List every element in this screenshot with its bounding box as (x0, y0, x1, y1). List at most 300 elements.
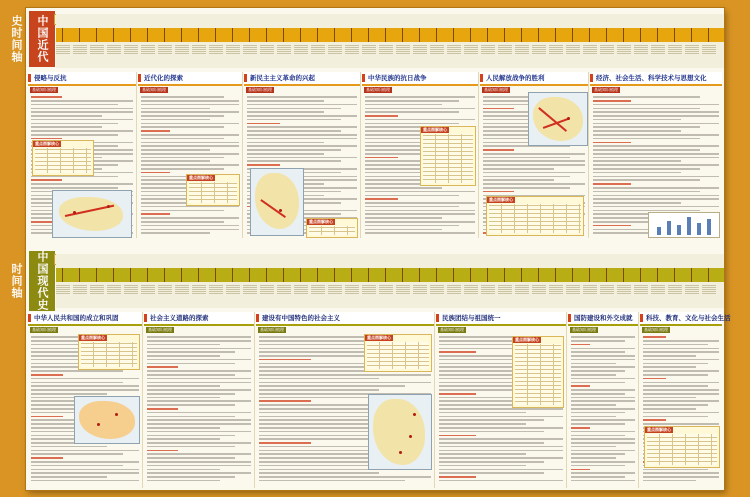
text-line (483, 172, 585, 174)
text-line (439, 351, 476, 353)
text-line (147, 404, 235, 406)
timeline-tick (402, 28, 403, 42)
text-line (643, 348, 719, 350)
text-line (439, 393, 476, 395)
text-line (31, 100, 133, 102)
text-line (147, 461, 251, 463)
text-line (571, 427, 590, 429)
text-line (259, 442, 311, 444)
timeline-tick (657, 28, 658, 42)
text-line (141, 210, 224, 212)
timeline-event (158, 44, 172, 66)
timeline-tick (266, 268, 267, 282)
text-line (439, 427, 563, 429)
text-line (247, 123, 280, 125)
text-line (439, 453, 526, 455)
timeline-tick (198, 28, 199, 42)
timeline-tick (623, 28, 624, 42)
text-line (141, 111, 239, 113)
column-3 (256, 312, 435, 488)
text-line (141, 225, 239, 227)
text-line (439, 435, 476, 437)
text-line (31, 416, 63, 418)
column-5 (480, 72, 589, 238)
timeline-event (124, 284, 138, 306)
text-line (593, 119, 681, 121)
text-line (593, 157, 719, 159)
text-line (593, 172, 681, 174)
timeline-tick (232, 28, 233, 42)
text-line (439, 476, 476, 478)
timeline-event (396, 284, 410, 306)
text-line (147, 366, 178, 368)
text-line (141, 229, 239, 231)
text-line (247, 157, 357, 159)
timeline-event (260, 284, 274, 306)
text-line (571, 442, 635, 444)
timeline-tick (385, 28, 386, 42)
timeline-event (345, 44, 359, 66)
text-line (365, 100, 459, 102)
text-line (439, 423, 526, 425)
timeline-event (379, 44, 393, 66)
timeline-event (175, 284, 189, 306)
timeline-tick (589, 268, 590, 282)
timeline-event (464, 44, 478, 66)
text-line (141, 213, 170, 215)
text-line (439, 461, 544, 463)
box-title: 重点图解核心 (189, 175, 213, 180)
text-line (31, 461, 139, 463)
timeline-tick (283, 28, 284, 42)
text-line (31, 96, 62, 98)
text-line (593, 138, 700, 140)
text-line (571, 344, 590, 346)
text-line (365, 217, 442, 219)
text-line (439, 469, 563, 471)
timeline-tick (623, 268, 624, 282)
text-line (365, 115, 398, 117)
text-line (141, 96, 224, 98)
text-line (141, 123, 239, 125)
map-figure (368, 394, 432, 470)
text-line (483, 168, 554, 170)
column-tag: 基础知识梳理 (644, 327, 668, 332)
box-title: 重点图解核心 (367, 335, 391, 340)
text-line (31, 123, 118, 125)
column-tag: 基础知识梳理 (440, 327, 464, 332)
text-line (147, 397, 220, 399)
text-line (593, 126, 700, 128)
column-title: 中华民族的抗日战争 (362, 72, 478, 86)
column-title: 经济、社会生活、科学技术与思想文化 (590, 72, 722, 86)
map-figure (74, 396, 140, 444)
text-line (141, 232, 210, 234)
box-title: 重点图解核心 (81, 335, 105, 340)
timeline-tick (300, 268, 301, 282)
text-line (571, 340, 625, 342)
text-line (643, 416, 708, 418)
timeline-tick (606, 28, 607, 42)
timeline-tick (198, 268, 199, 282)
timeline-tick (555, 268, 556, 282)
text-line (31, 450, 139, 452)
text-line (571, 480, 635, 482)
timeline-tick (419, 28, 420, 42)
box-table (647, 434, 717, 465)
text-line (147, 408, 178, 410)
text-line (571, 408, 635, 410)
text-line (31, 382, 123, 384)
text-line (571, 476, 625, 478)
text-line (593, 179, 700, 181)
column-3 (244, 72, 361, 238)
text-line (593, 145, 719, 147)
text-line (439, 472, 544, 474)
text-line (147, 465, 251, 467)
timeline-event (702, 44, 716, 66)
text-line (571, 393, 625, 395)
timeline-event (481, 284, 495, 306)
timeline-tick (317, 28, 318, 42)
text-line (483, 157, 570, 159)
text-line (147, 344, 220, 346)
timeline-tick (351, 268, 352, 282)
text-line (643, 351, 719, 353)
box-table (489, 204, 581, 233)
text-line (571, 419, 635, 421)
text-line (141, 142, 239, 144)
text-line (571, 423, 625, 425)
text-line (259, 359, 311, 361)
text-line (593, 198, 719, 200)
text-line (643, 340, 719, 342)
column-tag: 基础知识梳理 (260, 327, 284, 332)
text-line (259, 374, 431, 376)
box-table (515, 344, 561, 405)
box-title: 重点图解核心 (423, 127, 447, 132)
timeline-event (243, 44, 257, 66)
text-line (141, 115, 224, 117)
text-line (571, 450, 635, 452)
timeline-tick (79, 28, 80, 42)
text-line (247, 111, 324, 113)
box-title: 重点图解核心 (647, 427, 671, 432)
timeline-tick (266, 28, 267, 42)
timeline-tick (181, 28, 182, 42)
timeline-tick (555, 28, 556, 42)
text-line (643, 397, 696, 399)
text-line (643, 419, 666, 421)
timeline-event (430, 284, 444, 306)
contemporary-history-section (10, 248, 731, 490)
text-line (571, 382, 625, 384)
timeline-tick (538, 268, 539, 282)
text-line (571, 416, 616, 418)
text-line (643, 355, 696, 357)
timeline-tick (334, 28, 335, 42)
timeline-event (651, 284, 665, 306)
timeline-tick (470, 28, 471, 42)
timeline-event (90, 44, 104, 66)
timeline-event (566, 44, 580, 66)
key-points-box (364, 334, 432, 372)
key-points-box (644, 426, 720, 468)
text-line (247, 145, 357, 147)
timeline-event (498, 284, 512, 306)
text-line (141, 138, 224, 140)
text-line (259, 461, 379, 463)
text-line (247, 149, 341, 151)
text-line (365, 104, 442, 106)
column-6 (640, 312, 731, 488)
text-line (31, 393, 107, 395)
text-line (593, 168, 700, 170)
text-line (147, 427, 220, 429)
modern-history-section (10, 8, 724, 240)
text-line (147, 351, 235, 353)
timeline-tick (453, 268, 454, 282)
box-table (423, 134, 473, 183)
text-line (147, 419, 251, 421)
timeline-event (277, 44, 291, 66)
text-line (593, 111, 719, 113)
timeline-event (600, 44, 614, 66)
text-line (31, 187, 118, 189)
timeline-tick (164, 28, 165, 42)
text-line (31, 385, 139, 387)
timeline-tick (351, 28, 352, 42)
text-line (439, 416, 563, 418)
box-table (309, 226, 355, 235)
column-tag: 基础知识梳理 (32, 87, 56, 92)
timeline-event (192, 44, 206, 66)
timeline-event (362, 44, 376, 66)
text-line (571, 378, 635, 380)
text-line (439, 442, 544, 444)
text-line (571, 359, 635, 361)
timeline-event (277, 284, 291, 306)
text-line (141, 134, 239, 136)
text-line (643, 344, 708, 346)
text-line (147, 389, 251, 391)
text-line (593, 153, 719, 155)
text-line (31, 183, 133, 185)
box-title: 重点图解核心 (309, 219, 333, 224)
text-line (571, 438, 635, 440)
timeline-tick (487, 268, 488, 282)
text-line (147, 355, 220, 357)
timeline-tick (96, 268, 97, 282)
text-line (593, 187, 719, 189)
text-line (147, 431, 251, 433)
text-line (571, 351, 625, 353)
timeline-tick (113, 268, 114, 282)
text-line (571, 461, 635, 463)
text-line (483, 187, 570, 189)
timeline-event (532, 44, 546, 66)
text-line (571, 457, 616, 459)
box-title: 重点图解核心 (35, 141, 59, 146)
timeline-event (617, 284, 631, 306)
timeline-event (498, 44, 512, 66)
text-line (31, 378, 139, 380)
text-line (571, 348, 635, 350)
text-line (643, 382, 719, 384)
timeline-event (209, 284, 223, 306)
text-line (141, 172, 170, 174)
text-line (643, 366, 696, 368)
timeline-tick (504, 268, 505, 282)
timeline-tick (334, 268, 335, 282)
text-line (31, 446, 107, 448)
text-line (365, 202, 475, 204)
text-line (141, 130, 170, 132)
timeline-tick (589, 28, 590, 42)
text-line (31, 115, 102, 117)
timeline-event (481, 44, 495, 66)
timeline-event (600, 284, 614, 306)
text-line (593, 134, 719, 136)
text-line (643, 472, 719, 474)
text-line (593, 104, 719, 106)
timeline-tick (147, 28, 148, 42)
column-title: 民族团结与祖国统一 (436, 312, 566, 326)
timeline-event (447, 284, 461, 306)
text-line (593, 225, 631, 227)
timeline-event (515, 44, 529, 66)
text-line (147, 438, 220, 440)
text-line (571, 397, 635, 399)
text-line (141, 126, 224, 128)
timeline-tick (674, 268, 675, 282)
text-line (483, 191, 514, 193)
text-line (643, 404, 708, 406)
text-line (571, 465, 625, 467)
timeline-tick (606, 268, 607, 282)
timeline-tick (521, 28, 522, 42)
timeline-event (583, 44, 597, 66)
text-line (141, 153, 239, 155)
timeline-event (549, 44, 563, 66)
text-line (571, 370, 625, 372)
key-points-box (512, 336, 564, 408)
text-line (247, 153, 324, 155)
text-line (31, 370, 123, 372)
timeline-event (668, 44, 682, 66)
text-line (259, 378, 379, 380)
text-line (571, 400, 635, 402)
text-line (141, 168, 224, 170)
text-line (247, 142, 324, 144)
text-line (365, 195, 459, 197)
text-line (571, 355, 635, 357)
timeline-tick (300, 28, 301, 42)
map-figure (250, 168, 304, 236)
text-line (643, 469, 708, 471)
timeline-tick (453, 28, 454, 42)
timeline-event (311, 44, 325, 66)
text-line (643, 476, 719, 478)
text-line (147, 457, 235, 459)
text-line (259, 385, 405, 387)
timeline-event (345, 284, 359, 306)
text-line (147, 370, 251, 372)
text-line (259, 400, 311, 402)
timeline-tick (96, 28, 97, 42)
text-line (593, 130, 681, 132)
timeline (56, 14, 724, 68)
text-line (31, 179, 62, 181)
timeline-tick (283, 268, 284, 282)
column-title: 社会主义道路的探索 (144, 312, 254, 326)
timeline-event (532, 284, 546, 306)
text-line (365, 157, 398, 159)
text-line (365, 191, 475, 193)
timeline-tick (640, 268, 641, 282)
key-points-box (186, 174, 240, 206)
text-line (593, 100, 631, 102)
box-table (81, 342, 137, 367)
text-line (141, 104, 239, 106)
text-line (439, 419, 544, 421)
text-line (571, 385, 590, 387)
timeline-event (617, 44, 631, 66)
text-line (571, 453, 625, 455)
text-line (643, 385, 708, 387)
text-line (439, 408, 563, 410)
column-tag: 基础知识梳理 (148, 327, 172, 332)
timeline-tick (62, 28, 63, 42)
column-tag: 基础知识梳理 (484, 87, 508, 92)
timeline-event (396, 44, 410, 66)
text-line (259, 389, 379, 391)
timeline-event (685, 284, 699, 306)
timeline-event (260, 44, 274, 66)
column-title: 建设有中国特色的社会主义 (256, 312, 434, 326)
text-line (147, 374, 235, 376)
column-4 (436, 312, 567, 488)
text-line (147, 378, 251, 380)
timeline-tick (249, 268, 250, 282)
timeline-event (379, 284, 393, 306)
text-line (483, 183, 585, 185)
text-line (141, 145, 239, 147)
timeline-event (141, 284, 155, 306)
text-line (571, 469, 590, 471)
text-line (571, 374, 616, 376)
timeline-tick (317, 268, 318, 282)
text-line (259, 382, 431, 384)
text-line (643, 374, 708, 376)
text-line (365, 232, 475, 234)
column-title: 中华人民共和国的成立和巩固 (28, 312, 142, 326)
timeline-event (56, 44, 70, 66)
timeline-tick (368, 268, 369, 282)
text-line (593, 142, 631, 144)
text-line (31, 476, 107, 478)
text-line (147, 385, 220, 387)
text-line (247, 164, 280, 166)
text-line (141, 108, 210, 110)
text-line (571, 389, 635, 391)
text-line (593, 115, 719, 117)
timeline-tick (79, 268, 80, 282)
text-line (643, 363, 708, 365)
timeline-tick (147, 268, 148, 282)
chart-figure (648, 212, 720, 238)
timeline-event (124, 44, 138, 66)
